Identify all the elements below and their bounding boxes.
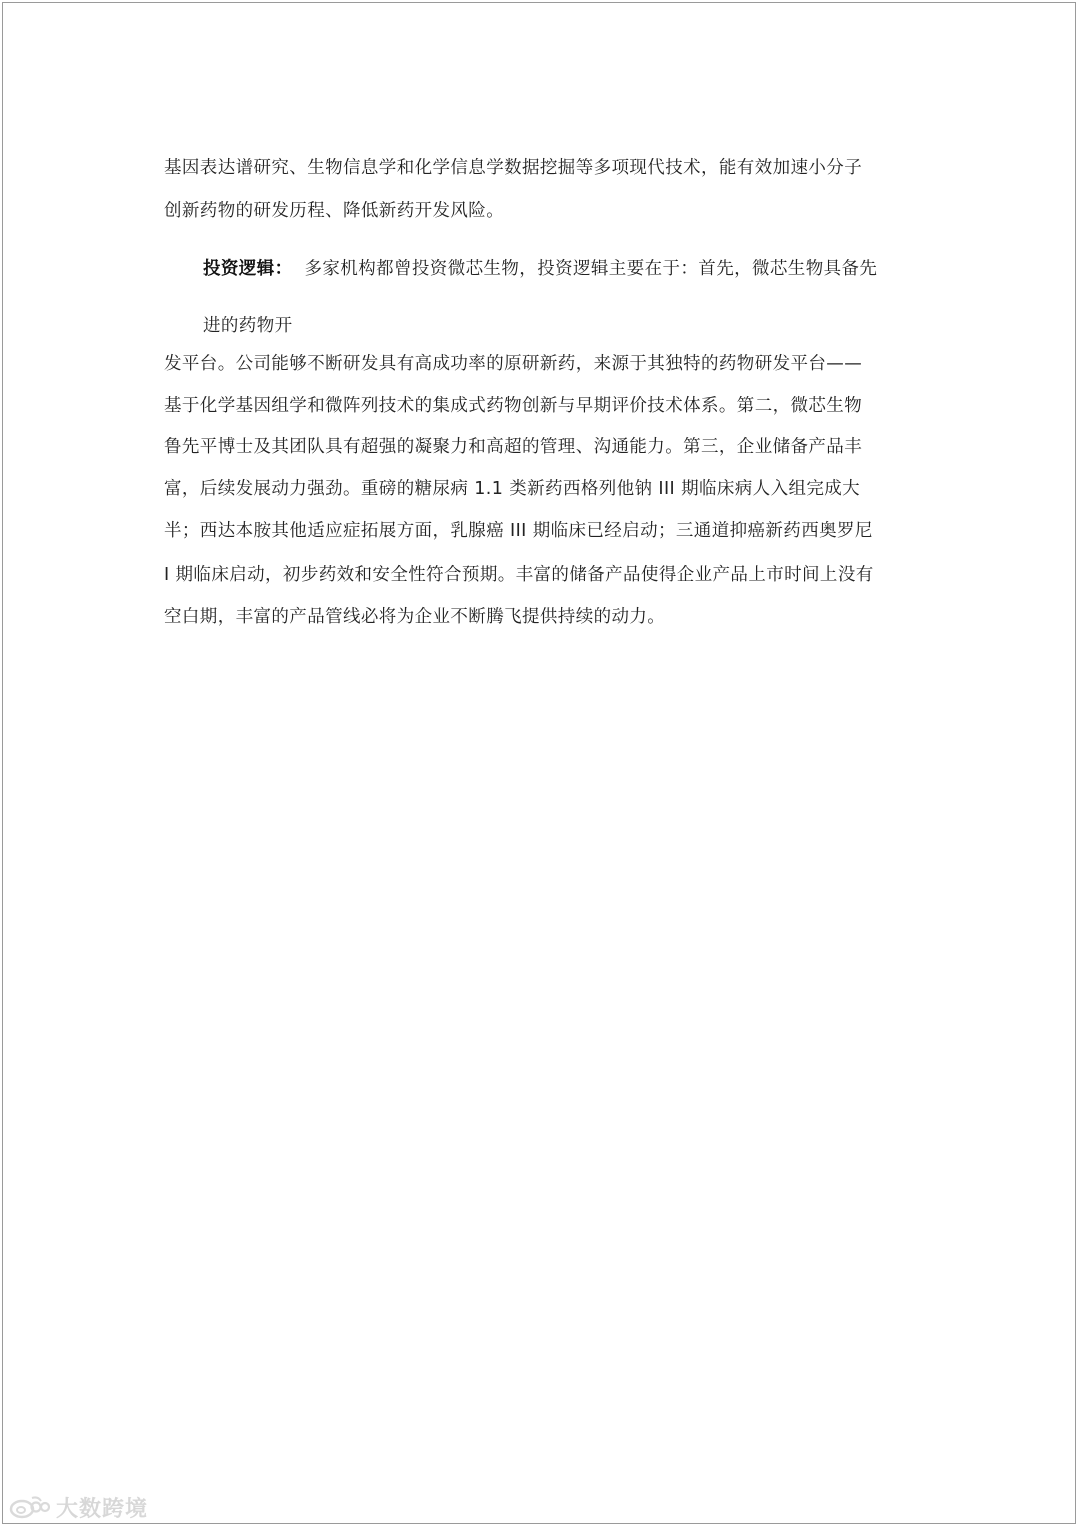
paragraph-2-first-line (203, 257, 877, 281)
paragraph-1-line-1: 基因表达谱研究、生物信息学和化学信息学数据挖掘等多项现代技术，能有效加速小分子 (164, 158, 863, 178)
paragraph-2-first-line-text: 多家机构都曾投资微芯生物，投资逻辑主要在于：首先，微芯生物具备先 (304, 259, 878, 279)
paragraph-2-line-1: 发平台。公司能够不断研发具有高成功率的原研新药，来源于其独特的药物研发平台—— (164, 354, 863, 374)
paragraph-2-line-3: 鲁先平博士及其团队具有超强的凝聚力和高超的管理、沟通能力。第三，企业储备产品丰 (164, 437, 863, 457)
paragraph-2-second-line: 进的药物开 (203, 316, 293, 336)
watermark (8, 1492, 148, 1522)
paragraph-2-line-2: 基于化学基因组学和微阵列技术的集成式药物创新与早期评价技术体系。第二，微芯生物 (164, 396, 863, 416)
paragraph-2-line-6: I 期临床启动，初步药效和安全性符合预期。丰富的储备产品使得企业产品上市时间上没有 (164, 565, 874, 585)
paragraph-2-line-7: 空白期，丰富的产品管线必将为企业不断腾飞提供持续的动力。 (164, 607, 666, 627)
paragraph-2-line-4: 富，后续发展动力强劲。重磅的糖尿病 1.1 类新药西格列他钠 III 期临床病人入组完成大 (164, 479, 861, 499)
paragraph-2-line-5: 半；西达本胺其他适应症拓展方面，乳腺癌 III 期临床已经启动；三通道抑癌新药西奥罗尼 (164, 521, 873, 541)
watermark-text: 大数跨境 (56, 1496, 149, 1522)
weibo-logo-icon (8, 1494, 50, 1520)
investment-logic-label: 投资逻辑： (203, 259, 293, 279)
document-page (2, 2, 1076, 1524)
paragraph-1-line-2: 创新药物的研发历程、降低新药开发风险。 (164, 201, 505, 221)
